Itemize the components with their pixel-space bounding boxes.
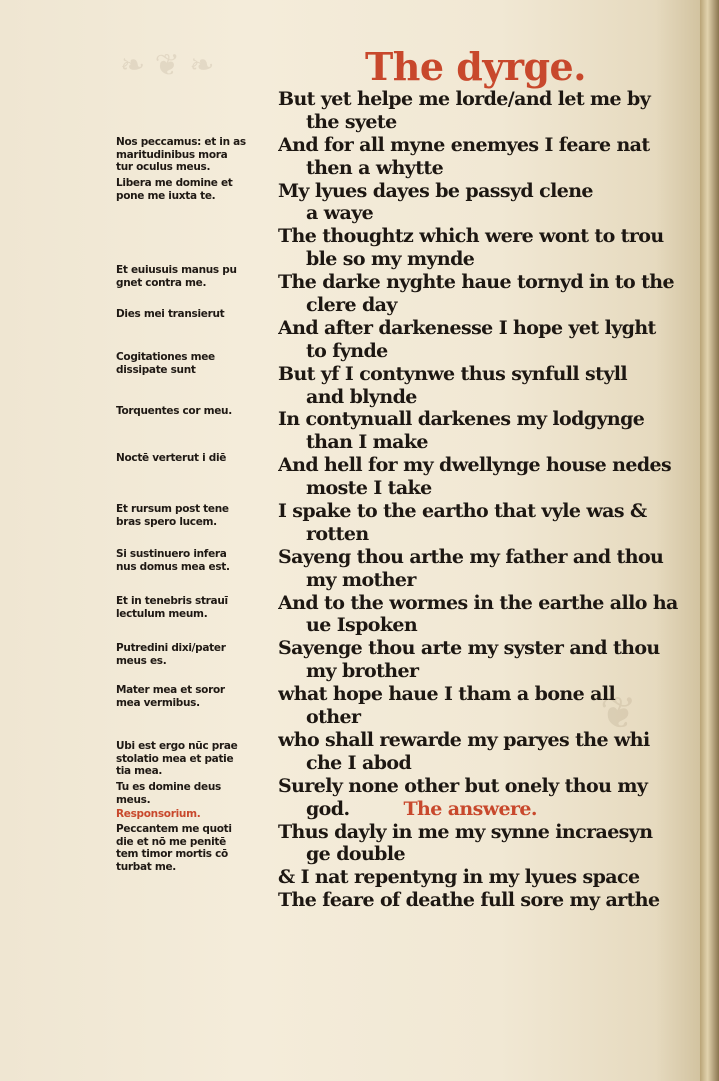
margin-note-line: tia mea. bbox=[116, 765, 163, 777]
text-line: The feare of deathe full sore my arthe bbox=[278, 889, 660, 912]
margin-note-line: Peccantem me quoti bbox=[116, 823, 232, 835]
margin-note bbox=[116, 740, 272, 778]
margin-note-line: stolatio mea et patie bbox=[116, 752, 234, 765]
margin-note-line: mea vermibus. bbox=[116, 696, 200, 709]
text-line: But yet helpe me lorde/and let me by bbox=[278, 88, 651, 110]
margin-note-line: lectulum meum. bbox=[116, 607, 208, 620]
answer-label: The answere. bbox=[403, 797, 537, 820]
text-line: Sayeng thou arthe my father and thou bbox=[278, 545, 664, 568]
responsorium-label: Responsorium. bbox=[116, 808, 201, 820]
text-line: other bbox=[306, 706, 361, 729]
text-line: my mother bbox=[306, 568, 416, 591]
margin-note-line: Et rursum post tene bbox=[116, 503, 229, 515]
text-line-with-rubric bbox=[278, 798, 688, 821]
show-through-text: ❧ ❦ ❧ bbox=[120, 48, 215, 83]
margin-note bbox=[116, 642, 272, 667]
text-line: I spake to the eartho that vyle was & bbox=[278, 500, 647, 523]
show-through-text: ❦ bbox=[600, 688, 637, 739]
main-text bbox=[278, 88, 688, 912]
margin-note-line: turbat me. bbox=[116, 860, 177, 873]
text-line: moste I take bbox=[306, 477, 432, 500]
text-line: And to the wormes in the earthe allo ha bbox=[278, 591, 678, 614]
margin-note bbox=[116, 177, 272, 202]
margin-note bbox=[116, 136, 272, 174]
margin-note-line: meus es. bbox=[116, 654, 167, 667]
text-line: and blynde bbox=[306, 385, 417, 408]
margin-note-line: pone me iuxta te. bbox=[116, 189, 216, 202]
text-line: rotten bbox=[306, 522, 369, 545]
text-line: Sayenge thou arte my syster and thou bbox=[278, 637, 660, 660]
margin-note bbox=[116, 351, 272, 376]
margin-note-line: Si sustinuero infera bbox=[116, 548, 227, 560]
text-line: what hope haue I tham a bone all bbox=[278, 683, 616, 706]
text-line: My lyues dayes be passyd clene bbox=[278, 179, 593, 202]
text-line: ge double bbox=[306, 843, 405, 866]
margin-note bbox=[116, 781, 272, 806]
text-line: Surely none other but onely thou my bbox=[278, 774, 648, 797]
text-line: And for all myne enemyes I feare nat bbox=[278, 133, 650, 156]
margin-note bbox=[116, 452, 272, 465]
text-line: who shall rewarde my paryes the whi bbox=[278, 728, 650, 751]
margin-note-line: tur oculus meus. bbox=[116, 161, 211, 173]
margin-note bbox=[116, 503, 272, 528]
text-line: The thoughtz which were wont to trou bbox=[278, 225, 664, 248]
margin-note-line: meus. bbox=[116, 793, 151, 806]
margin-note-line: Cogitationes mee bbox=[116, 351, 215, 363]
text-line: In contynuall darkenes my lodgynge bbox=[278, 408, 645, 431]
text-line: che I abod bbox=[306, 751, 412, 774]
margin-note-line: Dies mei transierut bbox=[116, 308, 225, 320]
margin-note bbox=[116, 308, 272, 321]
text-line: to fynde bbox=[306, 339, 388, 362]
margin-note-line: nus domus mea est. bbox=[116, 560, 230, 573]
text-line: the syete bbox=[306, 110, 397, 133]
margin-note-line: Tu es domine deus bbox=[116, 781, 221, 793]
margin-note-line: Putredini dixi/pater bbox=[116, 642, 226, 654]
margin-note-line: gnet contra me. bbox=[116, 276, 207, 289]
text-line: ble so my mynde bbox=[306, 248, 475, 271]
text-line: Thus dayly in me my synne incraesyn bbox=[278, 820, 653, 843]
margin-note-rubric bbox=[116, 808, 272, 821]
text-line: ue Ispoken bbox=[306, 614, 418, 637]
margin-note-line: bras spero lucem. bbox=[116, 515, 217, 528]
margin-note-line: Et in tenebris strauī bbox=[116, 595, 228, 607]
text-line: But yf I contynwe thus synfull styll bbox=[278, 362, 627, 385]
margin-note-line: Nos peccamus: et in as bbox=[116, 136, 246, 148]
margin-note-line: tem timor mortis cō bbox=[116, 848, 228, 860]
text-line: my brother bbox=[306, 660, 419, 683]
text-line: & I nat repentyng in my lyues space bbox=[278, 866, 640, 889]
margin-note-line: Torquentes cor meu. bbox=[116, 405, 232, 417]
page-heading: The dyrge. bbox=[365, 44, 586, 89]
text-line: The darke nyghte haue tornyd in to the bbox=[278, 271, 675, 294]
margin-note bbox=[116, 684, 272, 709]
margin-note-line: maritudinibus mora bbox=[116, 148, 228, 161]
margin-note bbox=[116, 405, 272, 418]
text-line: god. bbox=[306, 797, 350, 820]
margin-note-line: Libera me domine et bbox=[116, 177, 233, 189]
margin-note bbox=[116, 595, 272, 620]
text-line: And after darkenesse I hope yet lyght bbox=[278, 316, 656, 339]
text-line: then a whytte bbox=[306, 156, 444, 179]
book-gutter bbox=[700, 0, 719, 1081]
text-line: a waye bbox=[306, 202, 374, 225]
text-line: clere day bbox=[306, 294, 397, 317]
margin-note-line: Ubi est ergo nūc prae bbox=[116, 740, 238, 752]
text-line: And hell for my dwellynge house nedes bbox=[278, 454, 672, 477]
margin-note-line: Noctē verterut i diē bbox=[116, 452, 227, 464]
text-line: than I make bbox=[306, 431, 428, 454]
margin-note-line: die et nō me penitē bbox=[116, 835, 226, 848]
margin-note bbox=[116, 264, 272, 289]
margin-note-line: Et euiusuis manus pu bbox=[116, 264, 237, 276]
margin-note-line: Mater mea et soror bbox=[116, 684, 225, 696]
margin-note bbox=[116, 548, 272, 573]
margin-note-line: dissipate sunt bbox=[116, 363, 196, 376]
margin-note bbox=[116, 823, 272, 873]
